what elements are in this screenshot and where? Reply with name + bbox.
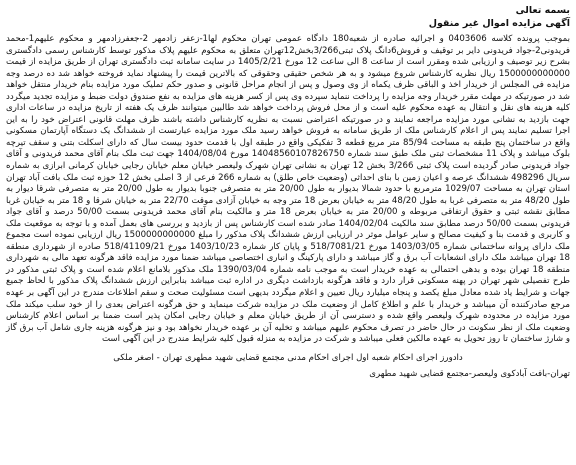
basmala-heading: بسمه تعالی [515,5,570,16]
address-line: تهران-بافت آبادکوی ولیعصر-مجتمع قضایی شهید مطهری [369,368,570,379]
notice-title: آگهی مزایده اموال غیر منقول [428,18,570,29]
notice-body-paragraph: بموجب پرونده کلاسه 0403606 و اجرائیه صادره از شعبه180 دادگاه عمومی تهران محکوم لها1-زعفر زادمهر 2-جعفرزادمهر و محکوم علیهم1-محمد فریدونی2-جواد فریدونی دایر بر توقیف و فروش6دانگ پلاک ثبتی3/266بخش12تهران متعلق به محکوم علیهم پلاک مذکور توسط کارشناس رسمی دادگستری بشرح زیر توصیف و ارزیابی شده ومقرر است از ساعت 8 الی ساعت 12 مورخ 1405/2/21 در سایت سامانه ثبت دادگستری تهران از طریق مزایده از قیمت 1500000000000 ریال نظریه کارشناس شروع میشود و به هر شخص حقیقی وحقوقی که بالاترین قیمت را پیشنهاد نماید فروخته خواهد شد ده درصد وجه مزایده فی المجلس از خریدار اخذ و الباقی ظرف یکماه از وی وصول و پس از انجام مراحل قانونی و صدور حکم تملیک مورد مزایده بنام خریدار منتقل خواهد شد در صورتیکه در مهلت مقرر خریدار وجه مزایده را پرداخت ننماید سپرده وی پس از کسر هزینه های مزایده به نفع صندوق دولت ضبط و مزایده تجدید میگردد کلیه هزینه های نقل و انتقال به عهده محکوم علیه است و از محل فروش پرداخت خواهد شد طالبین میتوانند ظرف یک هفته از تاریخ مزایده در ساعات اداری جهت بازدید به نشانی مورد مزایده مراجعه نمایند و در صورتیکه اعتراضی نسبت به نظریه کارشناس داشته باشند ظرف مهلت قانونی اعتراض خود را به این اجرا تسلیم نمایند پس از اعلام کارشناس ملک از طریق سامانه به فروش خواهد رسید ملک مورد مزایده عبارتست از ششدانگ یک دستگاه آپارتمان مسکونی واقع در ساختمان پنج طبقه به مساحت 85/94 متر مربع قطعه 3 تفکیکی واقع در طبقه اول با قدمت حدود بیست سال که دارای اسکلت بتنی و سقف تیرچه بلوک میباشد و پلاک 11 مشخصات ثبتی ملک طبق سند شماره 14048560107826750 مورخ 1404/08/04 جهت ثبت ملک بنام آقای محمد فریدونی و آقای جواد فریدونی صادر گردیده است پلاک ثبتی 3/266 بخش 12 تهران به نشانی تهران شهرک ولیعصر خیابان معلم خیابان رجایی خیابان کرمانی ابرازی به شماره سریال 498296 ششدانگ عرصه و اعیان زمین با بنای احداثی (وضعیت خاص طلق) به شماره 266 فرعی از 3 اصلی بخش 12 حوزه ثبت ملک بافت آباد تهران استان تهران به مساحت 1029/07 مترمربع با حدود شمالا بدیوار به طول 20/00 متر به متصرفی جنوبا بدیوار به طول 20/00 متر به متصرفی شرقا دیوار به طول 48/20 متر به متصرفی غربا به طول 48/20 متر به خیابان بعرض 18 متر وجه به خیابان آزادی موقت 22/70 متر به خیابان شرقا و 18 متر به خیابان غربا مطابق نقشه ثبتی و حقوق ارتفاقی مربوطه و 20/00 متر به خیابان بعرض 18 متر و مالکیت بنام آقای محمد فریدونی بسمت 50/00 درصد و آقای جواد فریدونی بسمت 50/00 درصد مطابق سند مالکیت 1404/02/04 صادر شده است کارشناس پس از بازدید و بررسی های بعمل آمده و با توجه به موقعیت ملک و کاربری و قدمت بنا و کیفیت مصالح و سایر عوامل موثر در ارزیابی ارزش ششدانگ پلاک مذکور را مبلغ 1500000000000 ریال ارزیابی نموده است مجموع ملک دارای پروانه ساختمانی شماره 1403/03/05 مورخ 518/7081/21 و پایان کار شماره 1403/10/23 مورخ 518/41109/21 صادره از شهرداری منطقه 18 تهران میباشد ملک دارای انشعابات آب برق و گاز میباشد و دارای پارکینگ و انباری اختصاصی میباشد ضمنا مورد مزایده فاقد هرگونه تعهد مالی به شهرداری منطقه 18 تهران بوده و بدهی احتمالی به عهده خریدار است به موجب نامه شماره 1390/03/04 ملک مذکور بلامانع اعلام شده است و پلاک ثبتی مذکور در طرح تفصیلی شهر تهران در پهنه مسکونی قرار دارد و فاقد هرگونه بازداشت دیگری در اداره ثبت میباشد بنابراین ارزش ششدانگ پلاک مذکور با لحاظ جمیع جهات و شرایط یاد شده معادل مبلغ یکصد و پنجاه میلیارد ریال تعیین و اعلام میگردد بدیهی است مسئولیت صحت و سقم اطلاعات مندرج در این آگهی بر عهده مرجع صادرکننده آن میباشد و خریدار با علم و اطلاع کامل از وضعیت ملک در مزایده شرکت مینماید و حق هرگونه اعتراض بعدی را از خود سلب میکند ملک مورد مزایده در محدوده شهرک ولیعصر واقع شده و دسترسی آن از طریق خیابان معلم و خیابان رجایی امکان پذیر است ضمنا بر اساس اعلام کارشناس وضعیت ملک از نظر سکونت در حال حاضر در تصرف محکوم علیهم میباشد و تخلیه آن بر عهده خریدار نخواهد بود و نیز هرگونه هزینه جاری شامل آب برق گاز و شارژ ساختمان تا روز تحویل به عهده مالکین فعلی میباشد و شرکت در مزایده به منزله قبول کلیه شرایط مندرج در این آگهی است [6,34,571,345]
signatory-line: دادورز اجرای احکام شعبه اول اجرای احکام مدنی مجتمع قضایی شهید مطهری تهران - اصغر ملکی [113,352,463,363]
